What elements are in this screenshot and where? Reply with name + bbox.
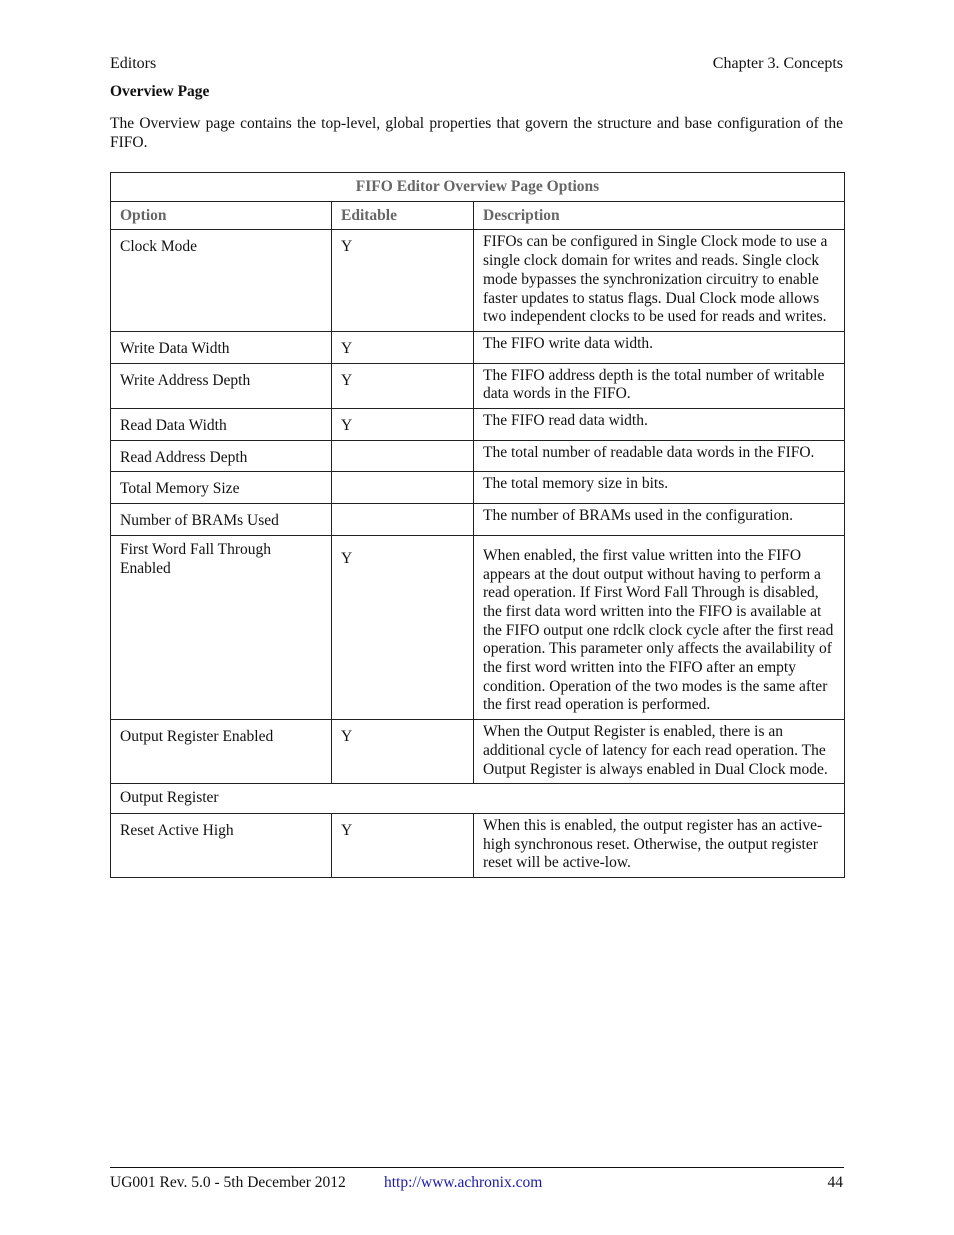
column-header-editable: Editable (332, 201, 474, 230)
footer-document-id: UG001 Rev. 5.0 - 5th December 2012 (110, 1174, 346, 1191)
footer-divider (110, 1167, 844, 1168)
option-cell: Number of BRAMs Used (111, 504, 332, 536)
footer-website-link[interactable]: http://www.achronix.com (384, 1174, 543, 1191)
table-row (111, 720, 845, 784)
table-header-row (111, 201, 845, 230)
description-cell: The total memory size in bits. (474, 472, 845, 504)
table-caption: FIFO Editor Overview Page Options (111, 173, 845, 202)
option-cell: Write Address Depth (111, 363, 332, 408)
table-row (111, 472, 845, 504)
table-row (111, 440, 845, 472)
option-cell: Total Memory Size (111, 472, 332, 504)
option-cell: Reset Active High (111, 813, 332, 877)
table-row (111, 230, 845, 332)
option-cell: First Word Fall Through Enabled (111, 535, 332, 719)
column-header-option: Option (111, 201, 332, 230)
editable-cell: Y (332, 535, 474, 719)
description-cell: When enabled, the first value written into the FIFO appears at the dout output without having to perform a read operation. If First Word Fall Through is disabled, the first data word written into the FIFO is available at the FIFO output one rdclk clock cycle after the first read operation. This parameter only affects the availability of the first word written into the FIFO after an empty condition. Operation of the two modes is the same after the first read operation is performed. (474, 535, 845, 719)
description-cell: The FIFO read data width. (474, 409, 845, 441)
table-row (111, 504, 845, 536)
editable-cell: Y (332, 230, 474, 332)
description-cell: The FIFO address depth is the total number of writable data words in the FIFO. (474, 363, 845, 408)
editable-cell: Y (332, 331, 474, 363)
header-section-name: Editors (110, 55, 157, 72)
section-row-label: Output Register (111, 784, 845, 814)
option-cell: Read Address Depth (111, 440, 332, 472)
option-cell: Read Data Width (111, 409, 332, 441)
editable-cell: Y (332, 409, 474, 441)
description-cell: When the Output Register is enabled, there is an additional cycle of latency for each read operation. The Output Register is always enabled in Dual Clock mode. (474, 720, 845, 784)
page-header (110, 54, 843, 74)
editable-cell (332, 504, 474, 536)
section-title: Overview Page (110, 83, 210, 100)
header-chapter-name: Chapter 3. Concepts (712, 55, 843, 72)
editable-cell: Y (332, 720, 474, 784)
table-section-row (111, 784, 845, 814)
option-cell: Clock Mode (111, 230, 332, 332)
column-header-description: Description (474, 201, 845, 230)
intro-paragraph: The Overview page contains the top-level, global properties that govern the structure and base configuration of the FIFO. (110, 115, 843, 151)
table-row (111, 535, 845, 719)
table-row (111, 331, 845, 363)
editable-cell (332, 472, 474, 504)
description-cell: FIFOs can be configured in Single Clock mode to use a single clock domain for writes and reads. Single clock mode bypasses the synchronization circuitry to enable faster updates to status flags. Dual Clock mode allows two independent clocks to be used for reads and writes. (474, 230, 845, 332)
description-cell: The number of BRAMs used in the configuration. (474, 504, 845, 536)
description-cell: The total number of readable data words in the FIFO. (474, 440, 845, 472)
option-cell: Write Data Width (111, 331, 332, 363)
editable-cell (332, 440, 474, 472)
fifo-options-table (110, 172, 845, 878)
table-row (111, 409, 845, 441)
table-row (111, 363, 845, 408)
table-row (111, 813, 845, 877)
option-cell: Output Register Enabled (111, 720, 332, 784)
footer-page-number: 44 (827, 1174, 843, 1191)
description-cell: The FIFO write data width. (474, 331, 845, 363)
editable-cell: Y (332, 813, 474, 877)
description-cell: When this is enabled, the output register has an active-high synchronous reset. Otherwise, the output register reset will be active-low. (474, 813, 845, 877)
editable-cell: Y (332, 363, 474, 408)
table-caption-row (111, 173, 845, 202)
